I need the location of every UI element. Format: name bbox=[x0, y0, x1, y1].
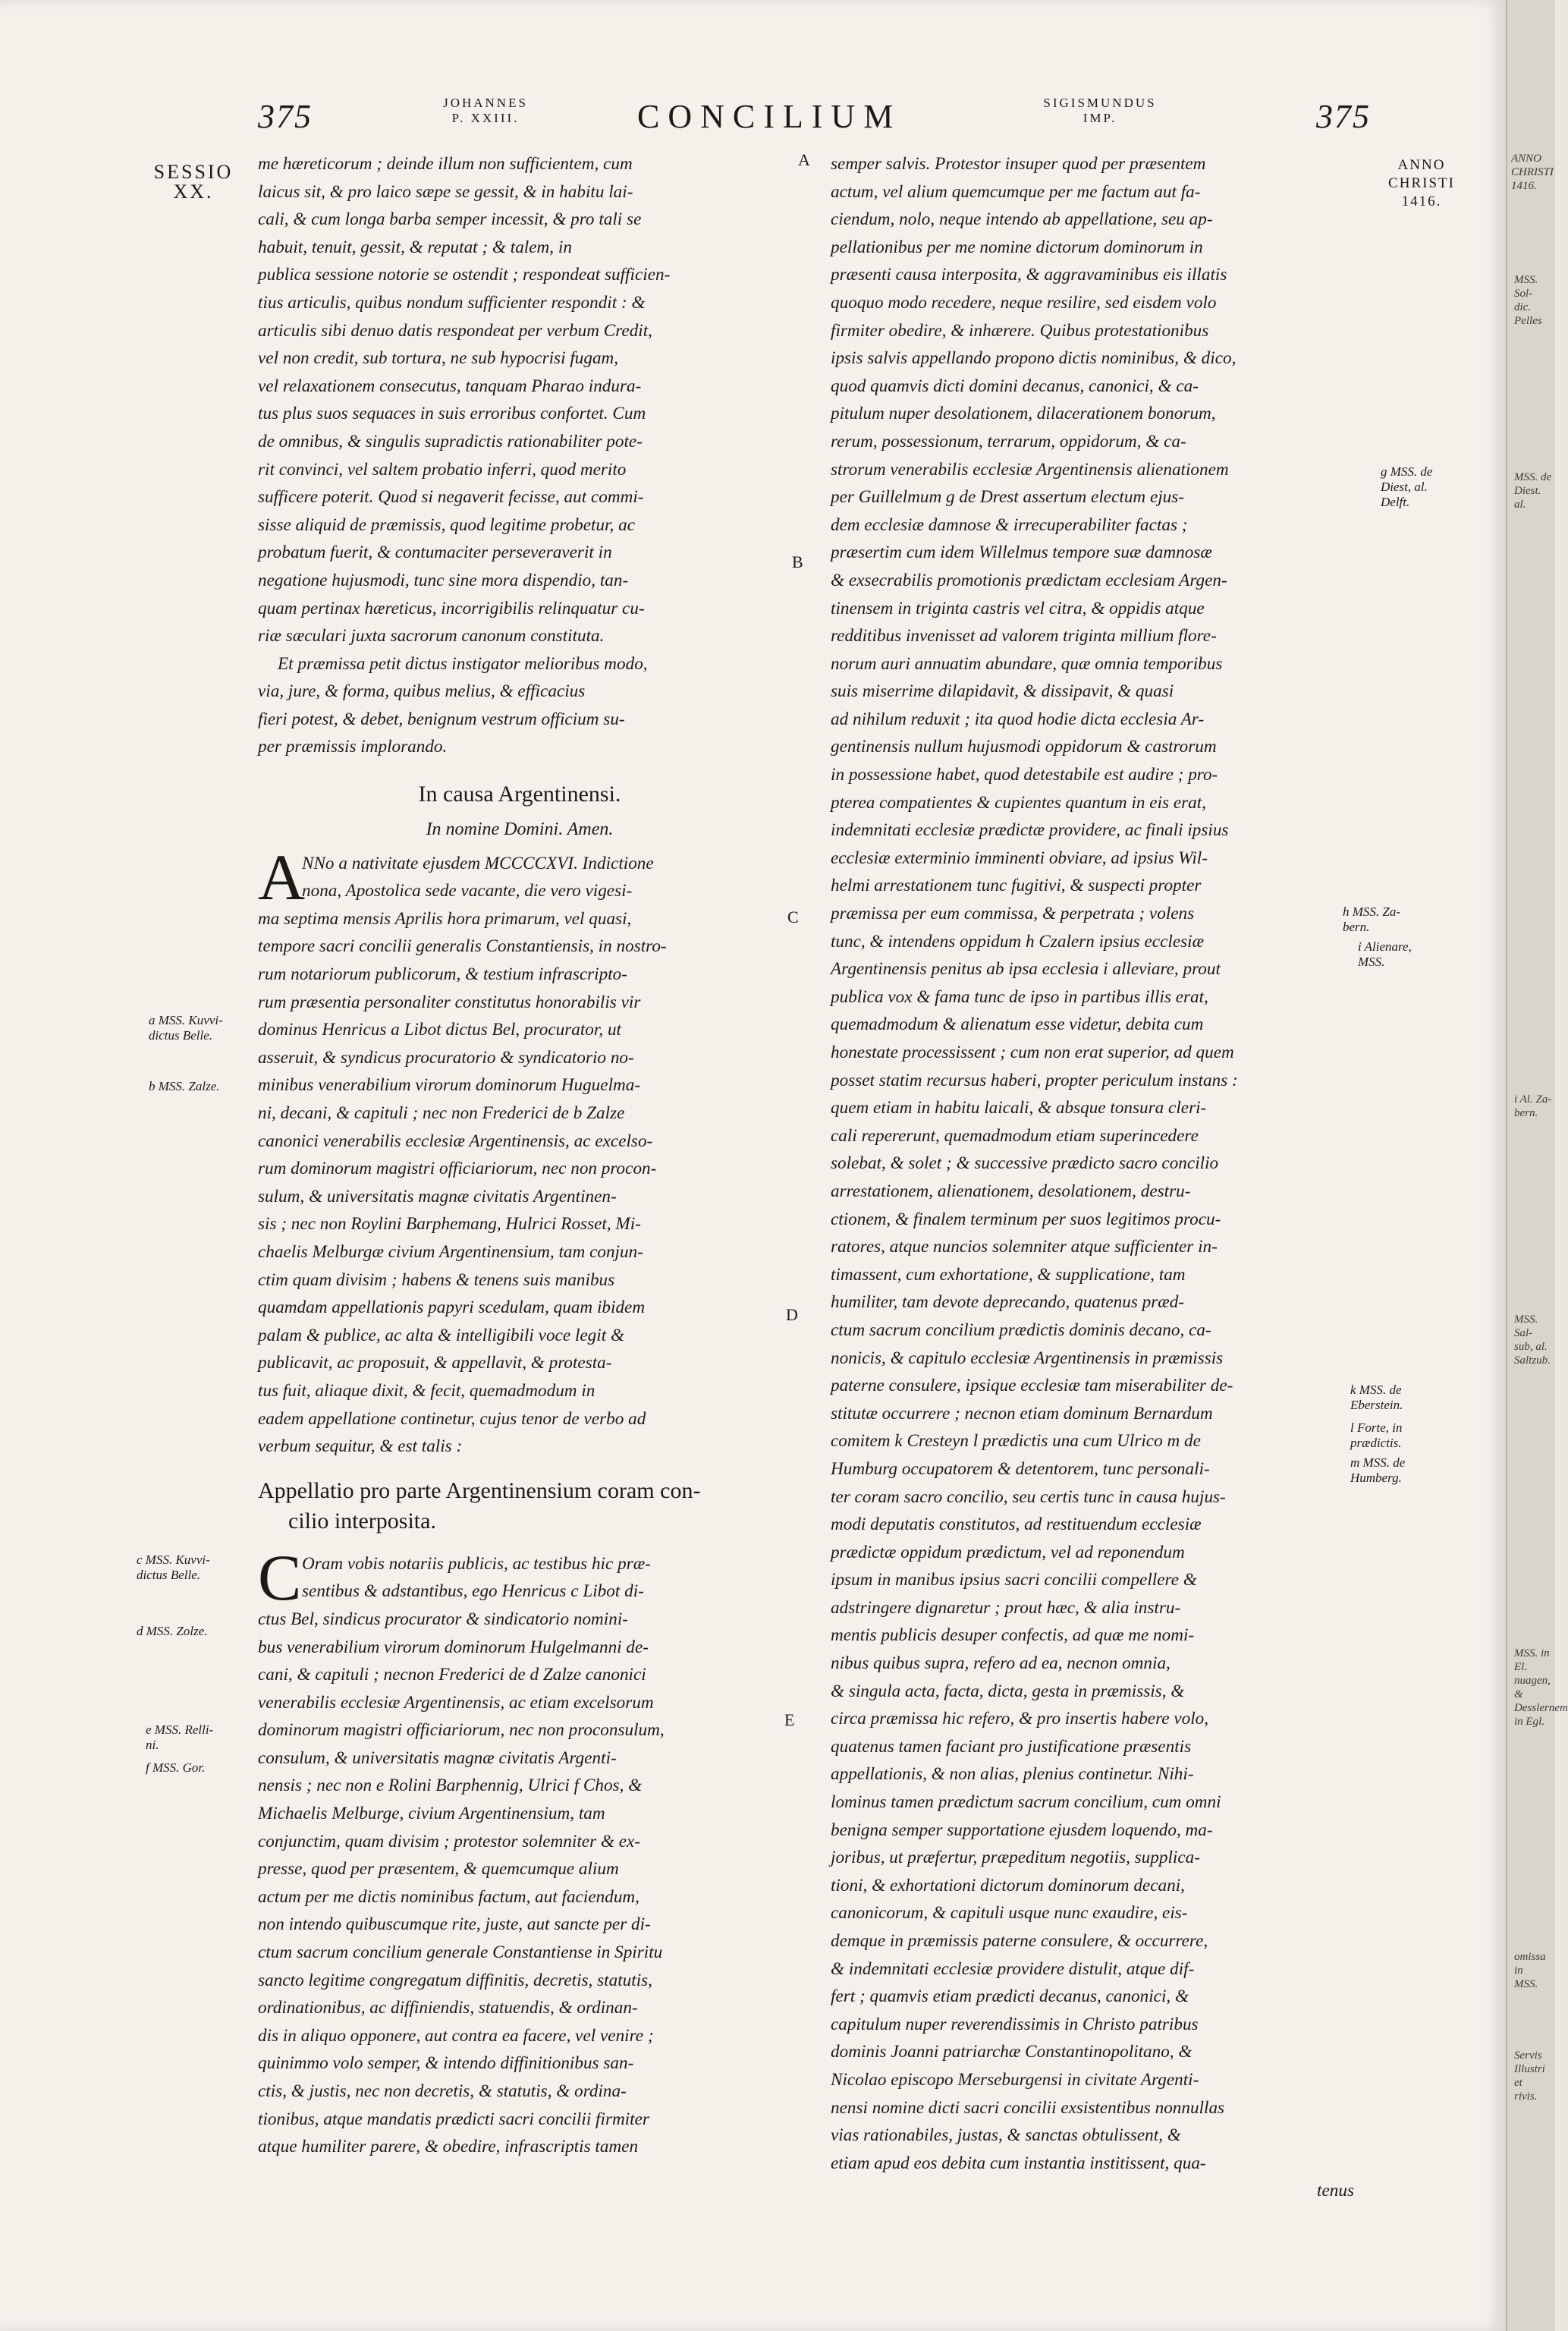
text-line: timassent, cum exhortatione, & supplicatione, tam bbox=[831, 1264, 1186, 1285]
section-letter-d: D bbox=[786, 1305, 798, 1324]
facing-page-text: ANNO bbox=[1511, 153, 1542, 165]
text-line: actum per me dictis nominibus factum, aut faciendum, bbox=[258, 1886, 639, 1907]
text-line: me hæreticorum ; deinde illum non sufficientem, cum bbox=[258, 154, 633, 174]
right-column-text bbox=[831, 150, 1354, 2177]
text-line: eadem appellatione continetur, cujus tenor de verbo ad bbox=[258, 1408, 646, 1429]
page-title: CONCILIUM bbox=[637, 98, 902, 135]
text-line: atque humiliter parere, & obedire, infrascriptis tamen bbox=[258, 2137, 639, 2157]
text-line: sentibus & adstantibus, ego Henricus c Libot di- bbox=[302, 1581, 644, 1602]
left-block-continuation bbox=[258, 150, 781, 761]
year-marker bbox=[1379, 156, 1464, 211]
text-line: Humburg occupatorem & detentorem, tunc personali- bbox=[831, 1458, 1210, 1479]
facing-page-fragment bbox=[1511, 152, 1554, 193]
facing-page-fragment bbox=[1514, 470, 1554, 511]
facing-page-text: Diest. al. bbox=[1514, 485, 1541, 511]
margin-note-line: l Forte, in bbox=[1350, 1420, 1403, 1435]
facing-page-text: omissa in bbox=[1514, 1951, 1546, 1977]
invocation-heading: In nomine Domini. Amen. bbox=[426, 819, 614, 840]
text-line: ipsum in manibus ipsius sacri concilii compellere & bbox=[831, 1570, 1197, 1590]
text-line: ma septima mensis Aprilis hora primarum, vel quasi, bbox=[258, 908, 632, 929]
margin-note-line: Diest, al. bbox=[1381, 480, 1428, 494]
text-line: benigna semper supportatione ejusdem loquendo, ma- bbox=[831, 1820, 1213, 1840]
text-line: nensi nomine dicti sacri concilii exsistentibus nonnullas bbox=[831, 2097, 1225, 2118]
text-line: dominus Henricus a Libot dictus Bel, procurator, ut bbox=[258, 1020, 621, 1040]
text-line: helmi arrestationem tunc fugitivi, & suspecti propter bbox=[831, 876, 1202, 896]
text-line: chaelis Melburgæ civium Argentinensium, tam conjun- bbox=[258, 1241, 643, 1262]
text-line: ratores, atque nuncios solemniter atque sufficienter in- bbox=[831, 1237, 1218, 1257]
text-line: de omnibus, & singulis supradictis rationabiliter pote- bbox=[258, 431, 643, 451]
text-line: quamdam appellationis papyri scedulam, quam ibidem bbox=[258, 1298, 646, 1318]
facing-page-text: bern. bbox=[1514, 1107, 1538, 1119]
text-line: nensis ; nec non e Rolini Barphennig, Ulrici f Chos, & bbox=[258, 1776, 643, 1796]
year-label-christi: CHRISTI bbox=[1388, 175, 1455, 191]
margin-note-line: dictus Belle. bbox=[137, 1568, 201, 1582]
margin-note-line: c MSS. Kuvvi- bbox=[137, 1552, 210, 1567]
text-line: ter coram sacro concilio, seu certis tunc in causa hujus- bbox=[831, 1486, 1226, 1507]
text-line: rit convinci, vel saltem probatio inferri, quod merito bbox=[258, 459, 627, 480]
appellatio-text bbox=[258, 1540, 781, 2161]
text-line: præmissa per eum commissa, & perpetrata ; volens bbox=[831, 904, 1195, 924]
margin-note-line: b MSS. Zalze. bbox=[149, 1079, 220, 1093]
text-line: tioni, & exhortationi dictorum dominorum decani, bbox=[831, 1875, 1185, 1895]
text-line: capitulum nuper reverendissimis in Christo patribus bbox=[831, 2014, 1199, 2034]
text-line: in possessione habet, quod detestabile est audire ; pro- bbox=[831, 765, 1218, 785]
text-line: quoquo modo recedere, neque resilire, sed eisdem volo bbox=[831, 292, 1217, 313]
text-line: presse, quod per præsentem, & quemcumque alium bbox=[258, 1859, 619, 1880]
text-line: vel relaxationem consecutus, tanquam Pharao indura- bbox=[258, 376, 642, 396]
text-line: vel non credit, sub tortura, ne sub hypocrisi fugam, bbox=[258, 348, 619, 369]
text-line: præsertim cum idem Willelmus tempore suæ damnosæ bbox=[831, 543, 1212, 563]
margin-note-d bbox=[137, 1624, 243, 1639]
text-line: quemadmodum & alienatum esse videtur, debita cum bbox=[831, 1015, 1204, 1035]
margin-note-e bbox=[146, 1722, 244, 1753]
text-line: dominorum magistri officiariorum, nec non proconsulum, bbox=[258, 1720, 665, 1741]
text-line: rum dominorum magistri officiariorum, nec non procon- bbox=[258, 1159, 657, 1179]
margin-note-m bbox=[1350, 1455, 1464, 1486]
text-line: & indemnitati ecclesiæ providere distulit, atque dif- bbox=[831, 1958, 1195, 1979]
margin-note-line: h MSS. Za- bbox=[1343, 904, 1401, 919]
margin-note-line: f MSS. Gor. bbox=[146, 1760, 206, 1775]
text-line: palam & publice, ac alta & intelligibili voce legit & bbox=[258, 1325, 624, 1345]
text-line: solebat, & solet ; & successive prædicto sacro concilio bbox=[831, 1153, 1219, 1174]
text-line: vias rationabiles, justas, & sanctas obtulissent, & bbox=[831, 2125, 1181, 2146]
text-line: ctum sacrum concilium prædictis dominis decano, ca- bbox=[831, 1320, 1211, 1340]
margin-note-line: m MSS. de bbox=[1350, 1455, 1406, 1470]
text-line: stitutæ occurrere ; necnon etiam dominum Bernardum bbox=[831, 1403, 1213, 1423]
text-line: canonici venerabilis ecclesiæ Argentinensis, ac excelso- bbox=[258, 1131, 653, 1151]
text-line: ordinationibus, ac diffiniendis, statuendis, & ordinan- bbox=[258, 1998, 638, 2018]
text-line: appellationis, & non alias, plenius continetur. Nihi- bbox=[831, 1764, 1194, 1785]
margin-note-line: ni. bbox=[146, 1738, 159, 1752]
margin-note-c bbox=[137, 1552, 243, 1583]
text-line: riæ sæculari juxta sacrorum canonum constituta. bbox=[258, 626, 605, 646]
facing-page-text: dic. Pelles bbox=[1514, 301, 1542, 327]
text-line: strorum venerabilis ecclesiæ Argentinensis alienationem bbox=[831, 459, 1229, 480]
text-line: mentis publicis desuper confectis, ad quæ me nomi- bbox=[831, 1625, 1195, 1646]
text-line: quinimmo volo semper, & intendo diffinitionibus san- bbox=[258, 2053, 634, 2074]
text-line: Oram vobis notariis publicis, ac testibus hic præ- bbox=[302, 1553, 651, 1574]
page-number-left: 375 bbox=[258, 98, 313, 135]
text-line: bus venerabilium virorum dominorum Hulgelmanni de- bbox=[258, 1637, 649, 1657]
session-marker bbox=[152, 162, 235, 202]
text-line: quam pertinax hæreticus, incorrigibilis relinquatur cu- bbox=[258, 598, 645, 618]
margin-note-l bbox=[1350, 1420, 1464, 1451]
text-line: ctionem, & finalem terminum per suos legitimos procu- bbox=[831, 1209, 1221, 1229]
text-line: asseruit, & syndicus procuratorio & syndicatorio no- bbox=[258, 1047, 634, 1068]
margin-note-k bbox=[1350, 1383, 1464, 1413]
text-line: prædictæ oppidum prædictum, vel ad reponendum bbox=[831, 1542, 1185, 1562]
text-line: publica sessione notorie se ostendit ; respondeat sufficien- bbox=[258, 265, 671, 285]
margin-note-line: k MSS. de bbox=[1350, 1383, 1402, 1397]
appellatio-heading bbox=[258, 1476, 781, 1537]
text-line: fieri potest, & debet, benignum vestrum officium su- bbox=[258, 709, 625, 729]
text-line: negatione hujusmodi, tunc sine mora dispendio, tan- bbox=[258, 570, 629, 590]
facing-page-text: sub, al. bbox=[1514, 1341, 1548, 1353]
text-line: quod quamvis dicti domini decanus, canonici, & ca- bbox=[831, 376, 1199, 396]
section-letter-e: E bbox=[784, 1710, 795, 1729]
text-line: etiam apud eos debita cum instantia institissent, qua- bbox=[831, 2153, 1206, 2173]
running-head-left-line1: JOHANNES bbox=[443, 96, 528, 110]
margin-note-line: dictus Belle. bbox=[149, 1028, 213, 1043]
text-line: quem etiam in habitu laicali, & absque tonsura cleri- bbox=[831, 1098, 1207, 1118]
text-line: publicavit, ac proposuit, & appellavit, & protesta- bbox=[258, 1353, 612, 1373]
text-line: tinensem in triginta castris vel citra, & oppidis atque bbox=[831, 598, 1205, 618]
text-line: canonicorum, & capituli usque nunc exaudire, eis- bbox=[831, 1903, 1188, 1924]
page-number-right: 375 bbox=[1316, 98, 1371, 135]
text-line: sulum, & universitatis magnæ civitatis Argentinen- bbox=[258, 1186, 617, 1206]
text-line: per præmissis implorando. bbox=[258, 737, 448, 757]
text-line: rum notariorum publicorum, & testium infrascripto- bbox=[258, 964, 627, 985]
session-label: SESSIO bbox=[153, 161, 234, 183]
facing-page-text: CHRISTI bbox=[1511, 166, 1554, 178]
text-line: sisse aliquid de præmissis, quod legitime probetur, ac bbox=[258, 514, 636, 535]
text-line: adstringere dignaretur ; prout hæc, & alia instru- bbox=[831, 1597, 1181, 1618]
text-line: probatum fuerit, & contumaciter perseveraverit in bbox=[258, 543, 612, 563]
text-line: minibus venerabilium virorum dominorum Huguelma- bbox=[258, 1075, 641, 1096]
text-line: cani, & capituli ; necnon Frederici de d Zalze canonici bbox=[258, 1665, 646, 1685]
margin-note-line: Delft. bbox=[1381, 495, 1410, 509]
facing-page-text: MSS. Sol- bbox=[1514, 274, 1538, 300]
text-line: gentinensis nullum hujusmodi oppidorum & castrorum bbox=[831, 737, 1217, 757]
facing-page-fragment bbox=[1514, 1950, 1554, 1991]
text-line: non intendo quibuscumque rite, juste, aut sancte per di- bbox=[258, 1914, 651, 1935]
text-line: actum, vel alium quemcumque per me factum aut fa- bbox=[831, 181, 1201, 202]
text-line: rum præsentia personaliter constitutus honorabilis vir bbox=[258, 992, 641, 1012]
margin-note-line: MSS. bbox=[1358, 955, 1385, 969]
section-heading-argentinensi: In causa Argentinensi. bbox=[418, 782, 621, 807]
text-line: circa præmissa hic refero, & pro insertis habere volo, bbox=[831, 1709, 1209, 1729]
text-line: paterne consulere, ipsique ecclesiæ tam miserabiliter de- bbox=[831, 1376, 1233, 1396]
text-line: comitem k Cresteyn l prædictis una cum Ulrico m de bbox=[831, 1431, 1201, 1452]
margin-note-line: prædictis. bbox=[1350, 1436, 1402, 1450]
text-line: ecclesiæ exterminio imminenti obviare, ad ipsius Wil- bbox=[831, 848, 1208, 868]
catchword: tenus bbox=[1317, 2181, 1354, 2201]
section-letter-c: C bbox=[787, 908, 799, 926]
text-line: norum auri annuatim abundare, quæ omnia temporibus bbox=[831, 653, 1223, 674]
text-line: humiliter, tam devote deprecando, quatenus præd- bbox=[831, 1292, 1185, 1313]
facing-page-text: Desslernem bbox=[1514, 1702, 1568, 1714]
text-line: nonicis, & capitulo ecclesiæ Argentinensis in præmissis bbox=[831, 1348, 1224, 1368]
text-line: tus plus suos sequaces in suis erroribus confortet. Cum bbox=[258, 404, 646, 424]
text-line: suis miserrime dilapidavit, & dissipavit, & quasi bbox=[831, 681, 1174, 702]
text-line: fert ; quamvis etiam prædicti decanus, canonici, & bbox=[831, 1987, 1189, 2007]
facing-page-text: MSS. in El. bbox=[1514, 1647, 1550, 1673]
margin-note-i bbox=[1358, 939, 1464, 970]
margin-note-a bbox=[149, 1013, 247, 1043]
text-line: demque in præmissis paterne consulere, & occurrere, bbox=[831, 1931, 1208, 1951]
facing-page-text: 1416. bbox=[1511, 180, 1537, 192]
margin-note-g bbox=[1381, 464, 1472, 510]
text-line: via, jure, & forma, quibus melius, & efficacius bbox=[258, 681, 586, 702]
text-line: rerum, possessionum, terrarum, oppidorum, & ca- bbox=[831, 431, 1186, 451]
drop-cap-c: C bbox=[258, 1540, 302, 1614]
text-line: conjunctim, quam divisim ; protestor solemniter & ex- bbox=[258, 1831, 641, 1851]
text-line: ni, decani, & capituli ; nec non Frederici de b Zalze bbox=[258, 1103, 625, 1123]
appellatio-heading-line1: Appellatio pro parte Argentinensium coram con- bbox=[258, 1477, 701, 1503]
text-line: Nicolao episcopo Merseburgensi in civitate Argenti- bbox=[831, 2069, 1199, 2090]
margin-note-b bbox=[149, 1079, 247, 1094]
text-line: consulum, & universitatis magnæ civitatis Argenti- bbox=[258, 1747, 617, 1768]
text-line: Et præmissa petit dictus instigator melioribus modo, bbox=[278, 653, 648, 674]
facing-page-text: nuagen, & bbox=[1514, 1675, 1551, 1700]
text-line: sufficere poterit. Quod si negaverit fecisse, aut commi- bbox=[258, 487, 644, 508]
text-line: lominus tamen prædictum sacrum concilium, cum omni bbox=[831, 1792, 1221, 1813]
facing-page-text: rivis. bbox=[1514, 2090, 1538, 2103]
text-line: tionibus, atque mandatis prædicti sacri concilii firmiter bbox=[258, 2109, 649, 2129]
text-line: modi deputatis constitutos, ad restituendum ecclesiæ bbox=[831, 1515, 1202, 1535]
year-number: 1416. bbox=[1401, 193, 1442, 209]
margin-note-line: Humberg. bbox=[1350, 1471, 1402, 1485]
margin-note-line: e MSS. Relli- bbox=[146, 1722, 214, 1737]
facing-page-text: i Al. Za- bbox=[1514, 1093, 1552, 1106]
text-line: firmiter obedire, & inhærere. Quibus protestationibus bbox=[831, 320, 1209, 341]
text-line: cali, & cum longa barba semper incessit, & pro tali se bbox=[258, 209, 642, 230]
text-line: tus fuit, aliaque dixit, & fecit, quemadmodum in bbox=[258, 1380, 595, 1401]
section-letter-b: B bbox=[792, 552, 803, 571]
margin-note-h bbox=[1343, 904, 1464, 935]
margin-note-line: a MSS. Kuvvi- bbox=[149, 1013, 223, 1027]
text-line: pterea compatientes & cupientes quantum in eis erat, bbox=[831, 792, 1206, 813]
text-line: joribus, ut præfertur, præpeditum negotiis, supplica- bbox=[831, 1848, 1200, 1868]
facing-page-text: et bbox=[1514, 2077, 1522, 2089]
text-line: pitulum nuper desolationem, dilacerationem bonorum, bbox=[831, 404, 1216, 424]
text-line: tius articulis, quibus nondum sufficienter respondit : & bbox=[258, 292, 646, 313]
text-line: Michaelis Melburge, civium Argentinensium, tam bbox=[258, 1804, 605, 1824]
text-line: semper salvis. Protestor insuper quod per præsentem bbox=[831, 154, 1206, 174]
text-line: & exsecrabilis promotionis prædictam ecclesiam Argen- bbox=[831, 570, 1227, 590]
text-line: per Guillelmum g de Drest assertum electum ejus- bbox=[831, 487, 1185, 508]
text-line: articulis sibi denuo datis respondeat per verbum Credit, bbox=[258, 320, 652, 341]
left-column bbox=[258, 150, 781, 2161]
facing-page-fragment bbox=[1514, 1093, 1554, 1120]
text-line: venerabilis ecclesiæ Argentinensis, ac etiam excelsorum bbox=[258, 1692, 654, 1713]
text-line: NNo a nativitate ejusdem MCCCCXVI. Indictione bbox=[302, 853, 654, 873]
text-line: ctim quam divisim ; habens & tenens suis manibus bbox=[258, 1269, 615, 1290]
margin-note-line: d MSS. Zolze. bbox=[137, 1624, 208, 1638]
running-head-right bbox=[1017, 96, 1183, 126]
appellatio-body bbox=[258, 1578, 781, 2160]
facing-page-text: in Egl. bbox=[1514, 1716, 1544, 1728]
text-line: ad nihilum reduxit ; ita quod hodie dicta ecclesia Ar- bbox=[831, 709, 1205, 729]
facing-page-text: Saltzub. bbox=[1514, 1354, 1551, 1367]
text-line: præsenti causa interposita, & aggravaminibus eis illatis bbox=[831, 265, 1227, 285]
notarial-instrument-body bbox=[258, 877, 781, 1460]
text-line: nibus quibus supra, refero ad ea, necnon omnia, bbox=[831, 1653, 1171, 1674]
text-line: dominis Joanni patriarchæ Constantinopolitano, & bbox=[831, 2042, 1192, 2062]
text-line: & singula acta, facta, dicta, gesta in præmissis, & bbox=[831, 1681, 1185, 1701]
facing-page-fragment bbox=[1514, 1647, 1568, 1729]
text-line: cali repererunt, quemadmodum etiam superincedere bbox=[831, 1125, 1199, 1146]
margin-note-line: bern. bbox=[1343, 920, 1370, 934]
text-line: ctum sacrum concilium generale Constantiense in Spiritu bbox=[258, 1942, 663, 1963]
text-line: posset statim recursus haberi, propter periculum instans : bbox=[831, 1070, 1238, 1090]
running-head-left-line2: P. XXIII. bbox=[451, 111, 520, 125]
appellatio-heading-line2: cilio interposita. bbox=[288, 1508, 436, 1534]
text-line: publica vox & fama tunc de ipso in partibus illis erat, bbox=[831, 986, 1208, 1007]
drop-cap-a: A bbox=[258, 840, 306, 914]
margin-note-line: g MSS. de bbox=[1381, 464, 1433, 479]
text-line: Argentinensis penitus ab ipsa ecclesia i alleviare, prout bbox=[831, 959, 1221, 980]
facing-page-text: MSS. de bbox=[1514, 471, 1552, 483]
text-line: ciendum, nolo, neque intendo ab appellatione, seu ap- bbox=[831, 209, 1213, 230]
text-line: pellationibus per me nomine dictorum dominorum in bbox=[831, 237, 1203, 257]
text-line: dis in aliquo opponere, aut contra ea facere, vel venire ; bbox=[258, 2025, 654, 2046]
running-head-right-line1: SIGISMUNDUS bbox=[1043, 96, 1157, 110]
right-column bbox=[831, 150, 1354, 2205]
running-head-left bbox=[425, 96, 546, 126]
text-line: laicus sit, & pro laico sæpe se gessit, & in habitu lai- bbox=[258, 181, 633, 202]
facing-page-fragment bbox=[1514, 273, 1554, 328]
text-line: indemnitati ecclesiæ prædictæ providere, ac finali ipsius bbox=[831, 820, 1229, 841]
section-letter-a: A bbox=[798, 150, 810, 169]
facing-page-fragment bbox=[1514, 1313, 1554, 1367]
text-line: tunc, & intendens oppidum h Czalern ipsius ecclesiæ bbox=[831, 931, 1205, 952]
facing-page-text: Servis bbox=[1514, 2049, 1542, 2062]
running-head-right-line2: IMP. bbox=[1083, 111, 1117, 125]
facing-page-text: MSS. Sal- bbox=[1514, 1313, 1538, 1339]
facing-page-text: Illustri bbox=[1514, 2063, 1545, 2075]
year-label: ANNO bbox=[1397, 157, 1446, 173]
text-line: quatenus tamen faciant pro justificatione præsentis bbox=[831, 1736, 1192, 1757]
text-line: ctis, & justis, nec non decretis, & statutis, & ordina- bbox=[258, 2081, 627, 2101]
text-line: dem ecclesiæ damnose & irrecuperabiliter factas ; bbox=[831, 514, 1188, 535]
text-line: sancto legitime congregatum diffinitis, decretis, statutis, bbox=[258, 1970, 652, 1990]
text-line: redditibus invenisset ad valorem triginta millium flore- bbox=[831, 626, 1217, 646]
notarial-instrument bbox=[258, 840, 781, 1461]
text-line: ctus Bel, sindicus procurator & sindicatorio nomini- bbox=[258, 1609, 628, 1629]
text-line: ipsis salvis appellando propono dictis nominibus, & dico, bbox=[831, 348, 1236, 369]
margin-note-line: i Alienare, bbox=[1358, 939, 1412, 954]
text-line: verbum sequitur, & est talis : bbox=[258, 1436, 463, 1457]
text-line: nona, Apostolica sede vacante, die vero vigesi- bbox=[302, 881, 633, 901]
text-line: sis ; nec non Roylini Barphemang, Hulrici Rosset, Mi- bbox=[258, 1214, 641, 1235]
text-line: arrestationem, alienationem, desolationem, destru- bbox=[831, 1181, 1191, 1201]
text-line: honestate processissent ; cum non erat superior, ad quem bbox=[831, 1043, 1234, 1062]
text-line: habuit, tenuit, gessit, & reputat ; & talem, in bbox=[258, 237, 572, 257]
facing-page-fragment bbox=[1514, 2049, 1554, 2103]
margin-note-line: Eberstein. bbox=[1350, 1398, 1403, 1412]
text-line: tempore sacri concilii generalis Constantiensis, in nostro- bbox=[258, 936, 667, 957]
margin-note-f bbox=[146, 1760, 244, 1776]
facing-page-text: MSS. bbox=[1514, 1978, 1538, 1990]
session-number: XX. bbox=[173, 181, 214, 203]
